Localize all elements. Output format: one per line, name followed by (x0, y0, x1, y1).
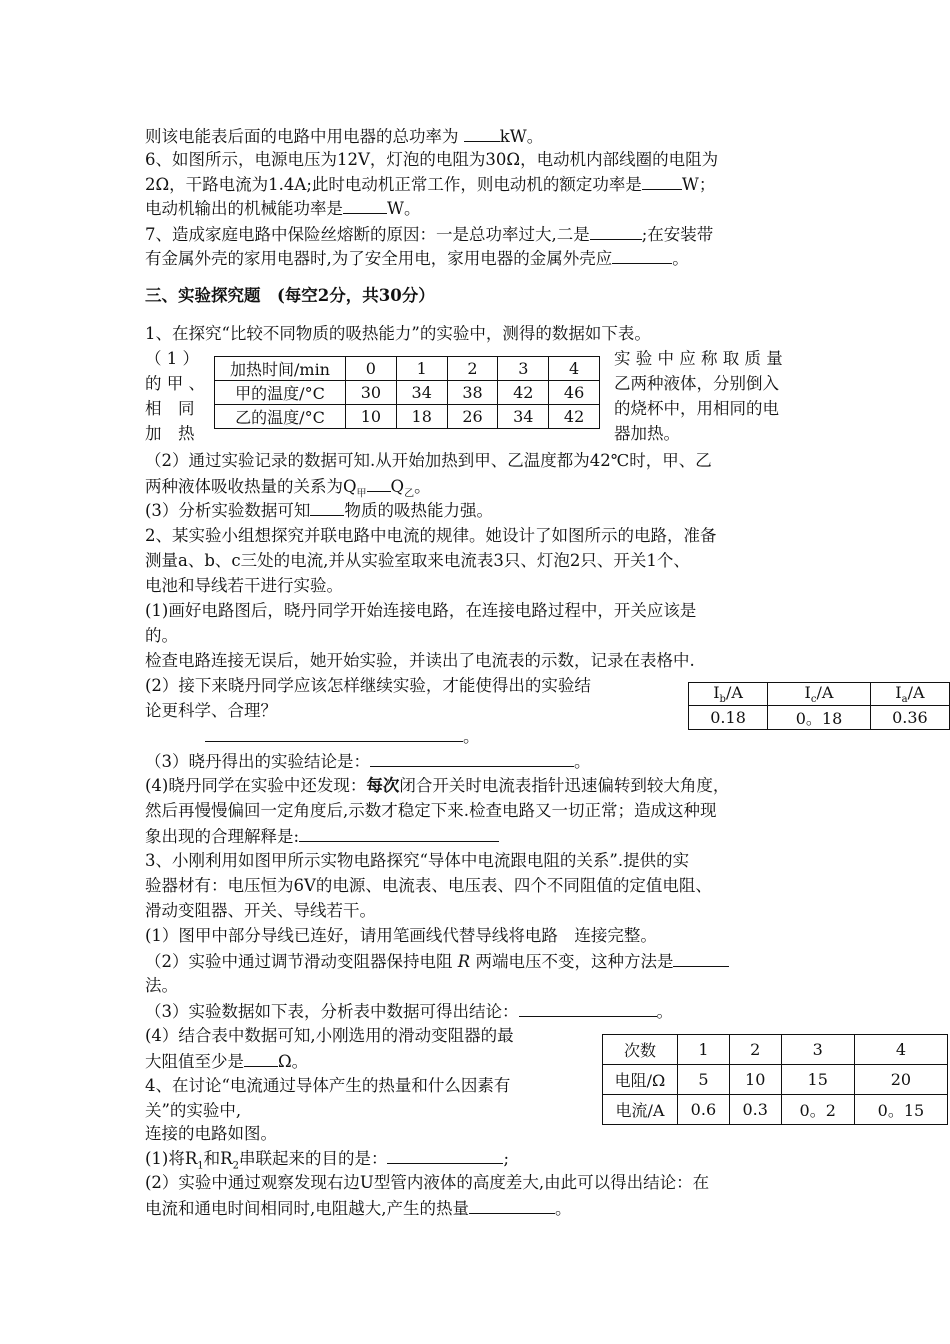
answer-blank[interactable] (244, 1049, 278, 1067)
text-line: （2）实验中通过调节滑动变阻器保持电阻 R 两端电压不变，这种方法是 (145, 949, 729, 974)
table-cell: 42 (549, 405, 600, 429)
table-cell: 26 (447, 405, 498, 429)
table-cell: 加热时间/min (215, 357, 346, 381)
text-line: 关”的实验中, (145, 1101, 242, 1120)
table-cell: 20 (854, 1065, 947, 1095)
table-cell: 5 (678, 1065, 730, 1095)
table-cell: 2 (447, 357, 498, 381)
table-cell: 34 (396, 381, 447, 405)
answer-blank[interactable] (299, 824, 499, 842)
text-line: 论更科学、合理？ (145, 701, 277, 720)
text-line: 的烧杯中，用相同的电 (614, 399, 779, 418)
text-line: 加 热 (145, 424, 195, 443)
table-cell: 次数 (603, 1035, 678, 1065)
answer-blank[interactable] (464, 124, 500, 142)
text-line: （3）实验数据如下表，分析表中数据可得出结论： 。 (145, 999, 673, 1024)
text-line: (1)画好电路图后，晓丹同学开始连接电路，在连接电路过程中，开关应该是 (145, 601, 697, 620)
text-line: （2）通过实验记录的数据可知.从开始加热到甲、乙温度都为42℃时，甲、乙 (145, 451, 712, 470)
table-cell: 46 (549, 381, 600, 405)
table-cell: 0.36 (870, 706, 949, 730)
text-line: 大阻值至少是 Ω。 (145, 1049, 308, 1074)
table-cell: 3 (781, 1035, 854, 1065)
table-row (603, 1035, 948, 1065)
table-cell: 1 (678, 1035, 730, 1065)
text-line: 两种液体吸收热量的关系为$Q_甲$ $Q_乙$。 (145, 474, 431, 506)
text-line: (2）接下来晓丹同学应该怎样继续实验，才能使得出的实验结 (145, 676, 591, 695)
text-line: (1）图甲中部分导线已连好，请用笔画线代替导线将电路 连接完整。 (145, 926, 657, 945)
question-text: 3、小刚利用如图甲所示实物电路探究“导体中电流跟电阻的关系”.提供的实 (145, 851, 690, 870)
text-line: 7、造成家庭电路中保险丝熔断的原因：一是总功率过大,二是 ;在安装带 (145, 222, 713, 247)
text-line: （3）晓丹得出的实验结论是： 。 (145, 749, 591, 774)
text-line: （ 1 ） (145, 349, 199, 368)
table-row (215, 357, 600, 381)
text-line: 实 验 中 应 称 取 质 量 (614, 349, 783, 368)
table-cell: 10 (346, 405, 397, 429)
answer-blank[interactable] (370, 749, 574, 767)
text-line: 检查电路连接无误后，她开始实验，并读出了电流表的示数，记录在表格中. (145, 651, 695, 670)
table-row (689, 683, 950, 706)
table-cell: 3 (498, 357, 549, 381)
text-line: 的 甲 、 (145, 374, 205, 393)
text-line: 象出现的合理解释是: (145, 824, 499, 849)
table-row (603, 1095, 948, 1125)
text-line: 2Ω，干路电流为1.4A;此时电动机正常工作，则电动机的额定功率是 W； (145, 172, 715, 197)
table-row (689, 706, 950, 730)
text-line: 有金属外壳的家用电器时,为了安全用电，家用电器的金属外壳应 。 (145, 246, 689, 271)
answer-blank[interactable] (367, 474, 391, 492)
text-line: 滑动变阻器、开关、导线若干。 (145, 901, 376, 920)
table-cell: 34 (498, 405, 549, 429)
current-data-table (688, 682, 950, 730)
question-text: 4、在讨论“电流通过导体产生的热量和什么因素有 (145, 1076, 511, 1095)
heating-data-table (214, 356, 600, 429)
text-line: 相 同 (145, 399, 195, 418)
section-title: 三、实验探究题 (每空2分，共30分） (145, 286, 435, 305)
text-line: 法。 (145, 976, 178, 995)
table-cell: 甲的温度/°C (215, 381, 346, 405)
table-cell: 15 (781, 1065, 854, 1095)
table-cell: 4 (854, 1035, 947, 1065)
text-line: 电流和通电时间相同时,电阻越大,产生的热量 。 (145, 1196, 572, 1221)
table-cell: 1 (396, 357, 447, 381)
answer-blank[interactable] (673, 949, 729, 967)
answer-blank[interactable] (469, 1196, 555, 1214)
answer-blank[interactable] (310, 498, 344, 516)
table-cell: 0.6 (678, 1095, 730, 1125)
table-cell: 0。15 (854, 1095, 947, 1125)
answer-blank[interactable] (590, 222, 642, 240)
table-cell: 0.3 (729, 1095, 781, 1125)
table-cell: 0 (346, 357, 397, 381)
table-cell: 18 (396, 405, 447, 429)
text-line: 连接的电路如图。 (145, 1124, 277, 1143)
table-cell: 乙的温度/°C (215, 405, 346, 429)
table-cell: 电流/A (603, 1095, 678, 1125)
text-line: (3）分析实验数据可知 物质的吸热能力强。 (145, 498, 493, 523)
table-cell: 42 (498, 381, 549, 405)
text-line: 乙两种液体，分别倒入 (614, 374, 779, 393)
table-row (603, 1065, 948, 1095)
table-cell: 0。18 (768, 706, 871, 730)
table-cell: $I_c/A$ (768, 683, 871, 706)
table-row (215, 381, 600, 405)
resistance-data-table (602, 1034, 948, 1125)
answer-blank[interactable] (205, 724, 463, 742)
question-text: 1、在探究“比较不同物质的吸热能力”的实验中，测得的数据如下表。 (145, 324, 651, 343)
text-line: 器加热。 (614, 424, 680, 443)
table-cell: 38 (447, 381, 498, 405)
table-cell: 10 (729, 1065, 781, 1095)
table-cell: 0。2 (781, 1095, 854, 1125)
answer-blank[interactable] (612, 246, 672, 264)
text-line: (1)将$R_1$和$R_2$串联起来的目的是： ; (145, 1146, 509, 1178)
table-cell: $I_b/A$ (689, 683, 768, 706)
text-line: 然后再慢慢偏回一定角度后,示数才稳定下来.检查电路又一切正常；造成这种现 (145, 801, 717, 820)
text-line: 的。 (145, 626, 178, 645)
text-line: 6、如图所示，电源电压为12V，灯泡的电阻为30Ω，电动机内部线圈的电阻为 (145, 150, 719, 169)
text-line: 电动机输出的机械能功率是 W。 (145, 196, 420, 221)
text-line: (2）实验中通过观察发现右边U型管内液体的高度差大,由此可以得出结论：在 (145, 1173, 710, 1192)
table-cell: 30 (346, 381, 397, 405)
text-line: 测量a、b、c三处的电流,并从实验室取来电流表3只、灯泡2只、开关1个、 (145, 551, 690, 570)
question-text: 2、某实验小组想探究并联电路中电流的规律。她设计了如图所示的电路，准备 (145, 526, 717, 545)
table-cell: 电阻/Ω (603, 1065, 678, 1095)
answer-blank[interactable] (642, 172, 682, 190)
table-cell: 4 (549, 357, 600, 381)
text-line: 验器材有：电压恒为6V的电源、电流表、电压表、四个不同阻值的定值电阻、 (145, 876, 712, 895)
table-row (215, 405, 600, 429)
text-line: (4）结合表中数据可知,小刚选用的滑动变阻器的最 (145, 1026, 514, 1045)
table-cell: 2 (729, 1035, 781, 1065)
text-line: 电池和导线若干进行实验。 (145, 576, 343, 595)
table-cell: 0.18 (689, 706, 768, 730)
answer-blank[interactable] (343, 196, 387, 214)
answer-blank[interactable] (519, 999, 657, 1017)
answer-blank[interactable] (387, 1146, 503, 1164)
text-line: (4)晓丹同学在实验中还发现：每次闭合开关时电流表指针迅速偏转到较大角度， (145, 776, 730, 795)
text-line: 则该电能表后面的电路中用电器的总功率为 kW。 (145, 124, 543, 149)
text-line: 。 (145, 724, 480, 749)
table-cell: $I_a/A$ (870, 683, 949, 706)
